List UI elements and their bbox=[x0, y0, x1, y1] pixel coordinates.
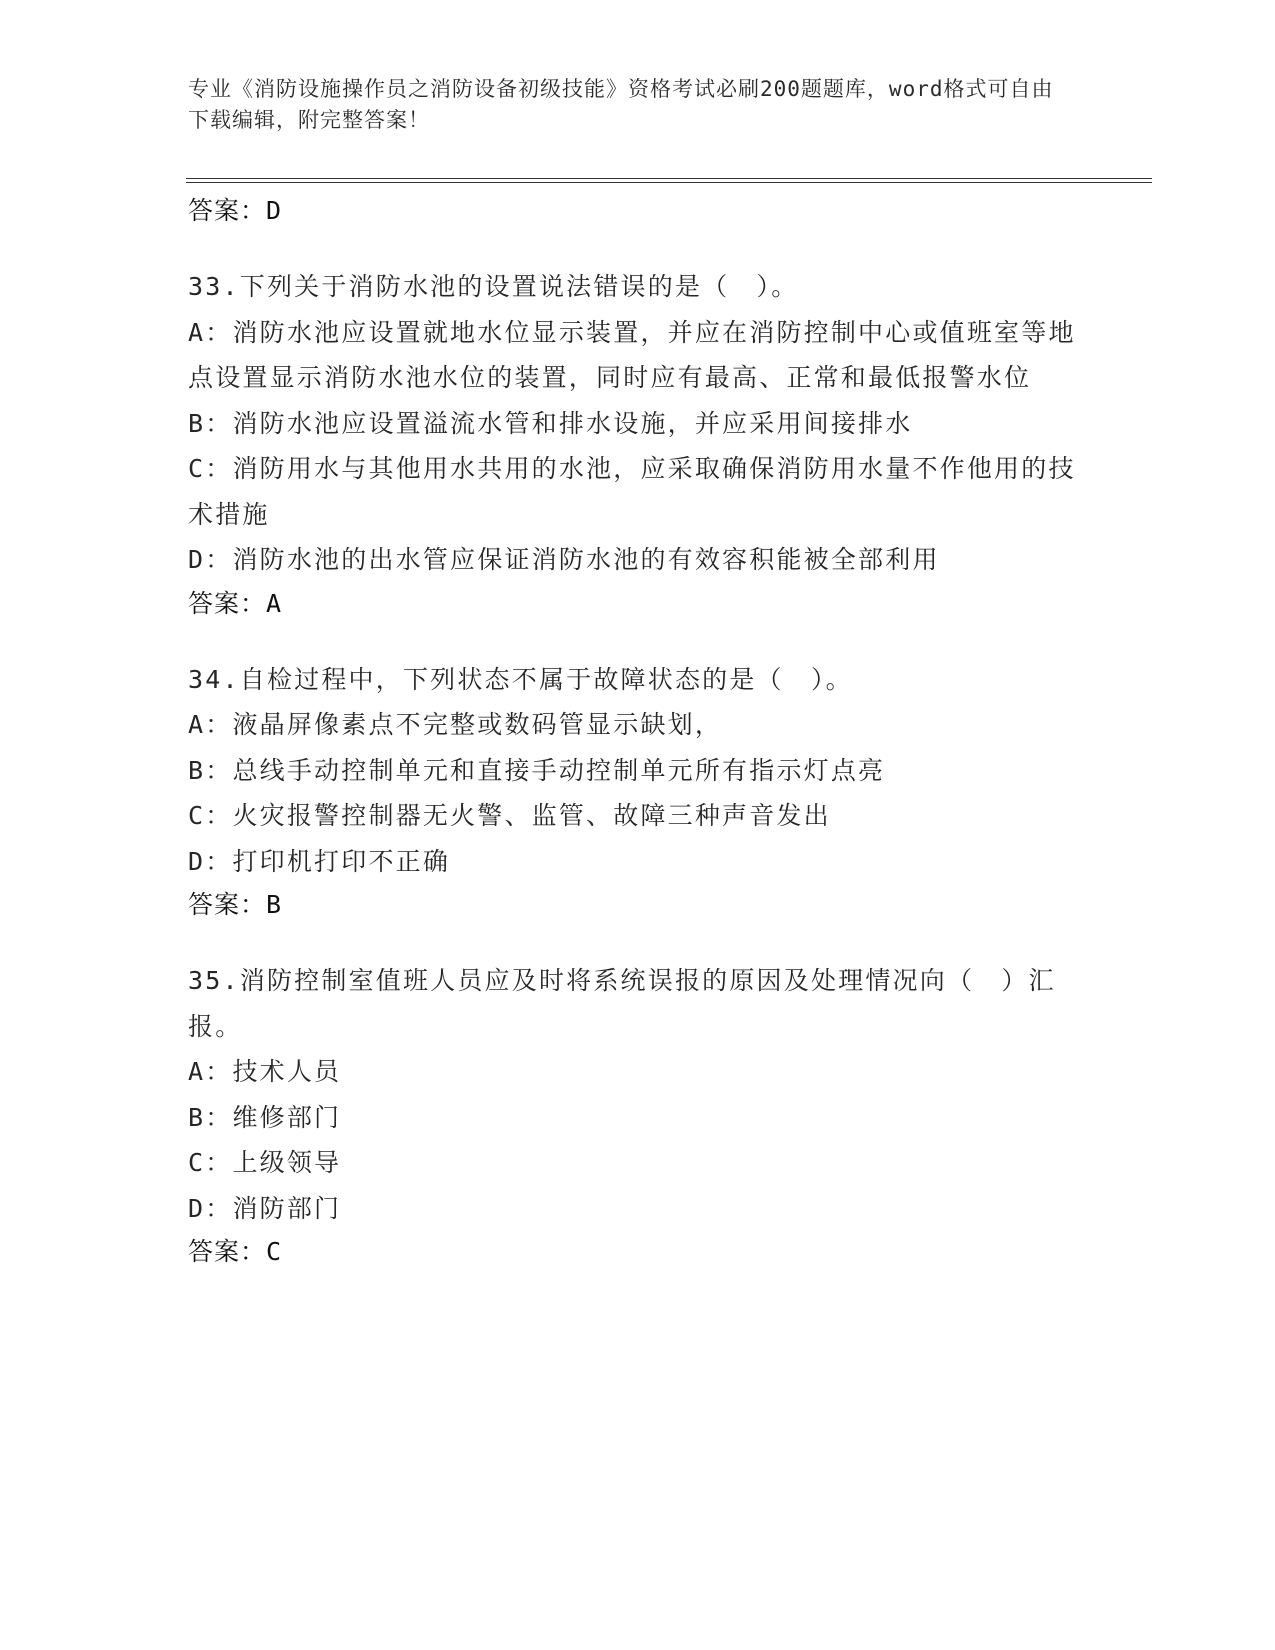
answer-line bbox=[188, 884, 1088, 926]
question-block bbox=[188, 657, 1088, 927]
option-d: D：消防部门 bbox=[188, 1193, 342, 1223]
option-b: B：维修部门 bbox=[188, 1102, 342, 1132]
answer-label: 答案： bbox=[188, 1237, 267, 1266]
answer-label: 答案： bbox=[188, 890, 267, 919]
answer-label: 答案： bbox=[188, 196, 267, 225]
question-block bbox=[188, 264, 1088, 625]
spacer bbox=[188, 232, 1088, 264]
header-divider-top bbox=[186, 178, 1152, 179]
option-a: A：消防水池应设置就地水位显示装置，并应在消防控制中心或值班室等地点设置显示消防水池水位的装置，同时应有最高、正常和最低报警水位 bbox=[188, 317, 1076, 392]
answer-line bbox=[188, 583, 1088, 625]
question-block bbox=[188, 958, 1088, 1273]
document-header: 专业《消防设施操作员之消防设备初级技能》资格考试必刷200题题库，word格式可自由下载编辑，附完整答案！ bbox=[188, 77, 1054, 132]
option-c: C：上级领导 bbox=[188, 1148, 342, 1177]
spacer bbox=[188, 625, 1088, 657]
question-stem: 33.下列关于消防水池的设置说法错误的是（ ）。 bbox=[188, 272, 799, 301]
answer-value: B bbox=[266, 890, 283, 919]
question-stem: 34.自检过程中，下列状态不属于故障状态的是（ ）。 bbox=[188, 664, 853, 694]
option-a: A：技术人员 bbox=[188, 1057, 342, 1086]
answer-label: 答案： bbox=[188, 588, 267, 618]
option-d: D：消防水池的出水管应保证消防水池的有效容积能被全部利用 bbox=[188, 545, 940, 574]
header-divider-bottom bbox=[186, 182, 1152, 183]
option-a: A：液晶屏像素点不完整或数码管显示缺划， bbox=[188, 710, 723, 739]
answer-value: C bbox=[266, 1237, 283, 1266]
option-b: B：总线手动控制单元和直接手动控制单元所有指示灯点亮 bbox=[188, 755, 886, 785]
question-list bbox=[188, 190, 1088, 1273]
answer-value: D bbox=[266, 196, 283, 225]
option-c: C：消防用水与其他用水共用的水池，应采取确保消防用水量不作他用的技术措施 bbox=[188, 454, 1076, 529]
option-c: C：火灾报警控制器无火警、监管、故障三种声音发出 bbox=[188, 801, 831, 830]
question-stem: 35.消防控制室值班人员应及时将系统误报的原因及处理情况向（ ）汇报。 bbox=[188, 966, 1056, 1041]
answer-line bbox=[188, 1231, 1088, 1273]
answer-line bbox=[188, 190, 1088, 232]
option-d: D：打印机打印不正确 bbox=[188, 846, 451, 876]
option-b: B：消防水池应设置溢流水管和排水设施，并应采用间接排水 bbox=[188, 408, 913, 438]
spacer bbox=[188, 926, 1088, 958]
answer-value: A bbox=[266, 588, 283, 618]
